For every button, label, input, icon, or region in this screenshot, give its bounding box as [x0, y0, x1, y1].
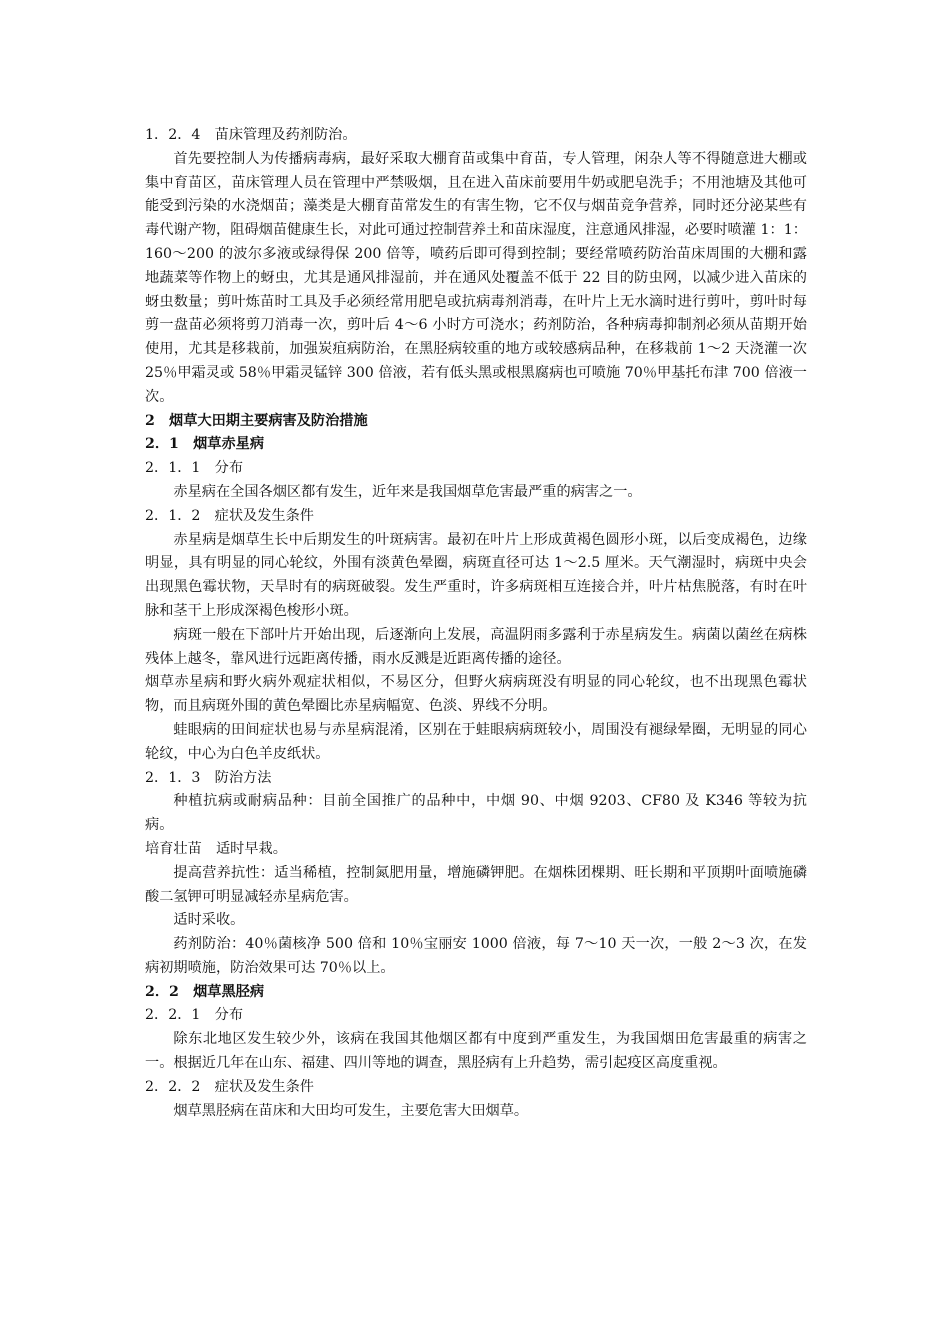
- document-page: [145, 124, 807, 1123]
- paragraph-black-shank-distribution: 除东北地区发生较少外，该病在我国其他烟区都有中度到严重发生，为我国烟田危害最重的病害之一。根据近几年在山东、福建、四川等地的调查，黑胫病有上升趋势，需引起疫区高度重视。: [145, 1031, 807, 1072]
- paragraph-wildfire-comparison: 烟草赤星病和野火病外观症状相似，不易区分，但野火病病斑没有明显的同心轮纹，也不出现黑色霉状物，而且病斑外围的黄色晕圈比赤星病幅宽、色淡、界线不分明。: [145, 674, 807, 715]
- section-heading-1-2-4: 1．2．4 苗床管理及药剂防治。: [145, 127, 357, 143]
- paragraph-frogeye-comparison: 蛙眼病的田间症状也易与赤星病混淆，区别在于蛙眼病病斑较小，周围没有褪绿晕圈，无明显的同心轮纹，中心为白色羊皮纸状。: [145, 721, 807, 762]
- paragraph-symptoms: 赤星病是烟草生长中后期发生的叶斑病害。最初在叶片上形成黄褐色圆形小斑，以后变成褐色，边缘明显，具有明显的同心轮纹，外围有淡黄色晕圈，病斑直径可达 1～2.5 厘米。天气潮湿时，病斑中央会出现黑色霉状物，天旱时有的病斑破裂。发生严重时，许多病斑相互连接合并，叶片枯焦脱落，有时在叶脉和茎干上形成深褐色梭形小斑。: [145, 531, 807, 619]
- section-heading-2-2-1: 2．2．1 分布: [145, 1007, 244, 1024]
- paragraph-spread: 病斑一般在下部叶片开始出现，后逐渐向上发展，高温阴雨多露利于赤星病发生。病菌以菌丝在病株残体上越冬，靠风进行远距离传播，雨水反溅是近距离传播的途径。: [145, 626, 807, 667]
- chapter-heading-2: 2 烟草大田期主要病害及防治措施: [145, 412, 368, 429]
- section-heading-2-1-2: 2．1．2 症状及发生条件: [145, 507, 314, 524]
- paragraph-black-shank-symptoms: 烟草黑胫病在苗床和大田均可发生，主要危害大田烟草。: [173, 1102, 529, 1119]
- section-heading-2-2: 2．2 烟草黑胫病: [145, 983, 265, 1000]
- paragraph-distribution: 赤星病在全国各烟区都有发生，近年来是我国烟草危害最严重的病害之一。: [173, 483, 642, 500]
- section-heading-2-1-1: 2．1．1 分布: [145, 460, 244, 477]
- section-heading-2-2-2: 2．2．2 症状及发生条件: [145, 1078, 314, 1095]
- paragraph-timely-harvest: 适时采收。: [173, 912, 245, 929]
- paragraph-seedbed-management: 首先要控制人为传播病毒病，最好采取大棚育苗或集中育苗，专人管理，闲杂人等不得随意进大棚或集中育苗区，苗床管理人员在管理中严禁吸烟，且在进入苗床前要用牛奶或肥皂洗手；不用池塘及其他可能受到污染的水浇烟苗；藻类是大棚育苗常发生的有害生物，它不仅与烟苗竞争营养，同时还分泌某些有毒代谢产物，阻碍烟苗健康生长，对此可通过控制营养土和苗床湿度，注意通风排湿，必要时喷灌 1：1：160～200 的波尔多液或绿得保 200 倍等，喷药后即可得到控制；要经常喷药防治苗床周围的大棚和露地蔬菜等作物上的蚜虫，尤其是通风排湿前，并在通风处覆盖不低于 22 目的防虫网，以减少进入苗床的蚜虫数量；剪叶炼苗时工具及手必须经常用肥皂或抗病毒剂消毒，在叶片上无水滴时进行剪叶，剪叶时每剪一盘苗必须将剪刀消毒一次，剪叶后 4～6 小时方可浇水；药剂防治，各种病毒抑制剂必须从苗期开始使用，尤其是移栽前，加强炭疽病防治，在黑胫病较重的地方或较感病品种，在移栽前 1～2 天浇灌一次 25％甲霜灵或 58％甲霜灵锰锌 300 倍液，若有低头黑或根黑腐病也可喷施 70％甲基托布津 700 倍液一次。: [145, 150, 807, 405]
- section-heading-2-1-3: 2．1．3 防治方法: [145, 769, 272, 786]
- paragraph-nutrition: 提高营养抗性：适当稀植，控制氮肥用量，增施磷钾肥。在烟株团棵期、旺长期和平顶期叶面喷施磷酸二氢钾可明显减轻赤星病危害。: [145, 864, 807, 905]
- paragraph-strong-seedlings: 培育壮苗 适时早栽。: [145, 840, 287, 857]
- section-heading-2-1: 2．1 烟草赤星病: [145, 436, 265, 453]
- paragraph-resistant-varieties: 种植抗病或耐病品种：目前全国推广的品种中，中烟 90、中烟 9203、CF80 及 K346 等较为抗病。: [145, 793, 807, 834]
- paragraph-chemical-control: 药剂防治：40％菌核净 500 倍和 10％宝丽安 1000 倍液，每 7～10 天一次，一般 2～3 次，在发病初期喷施，防治效果可达 70％以上。: [145, 936, 807, 976]
